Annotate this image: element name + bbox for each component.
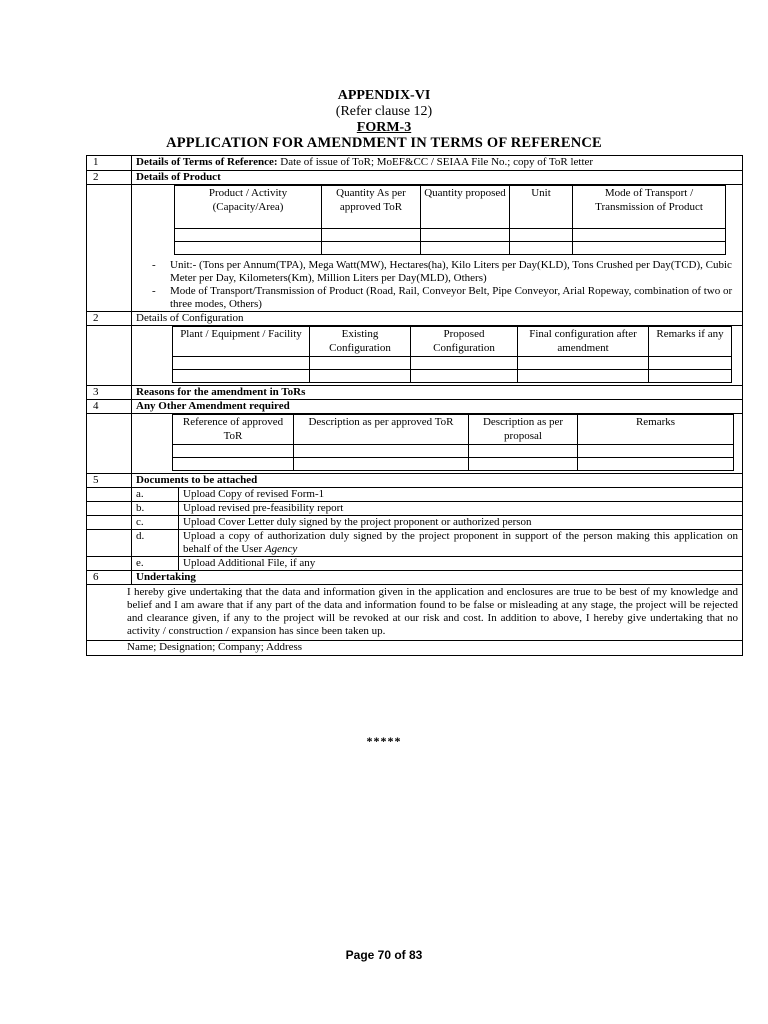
row-number: 5	[87, 474, 132, 488]
row-number: 3	[87, 386, 132, 400]
table-cell	[421, 242, 510, 255]
tor-details-cell	[132, 156, 743, 171]
table-row	[87, 326, 743, 386]
table-row	[87, 516, 743, 530]
table-row	[87, 312, 743, 326]
table-header: Remarks if any	[649, 327, 732, 357]
row-label: Details of Product	[132, 171, 743, 185]
other-amendment-cell	[132, 414, 743, 474]
refer-clause: (Refer clause 12)	[335, 104, 433, 119]
signature-fields: Name; Designation; Company; Address	[87, 641, 743, 656]
table-header: Unit	[510, 186, 573, 229]
application-form-table	[86, 155, 743, 656]
table-header: Quantity proposed	[421, 186, 510, 229]
table-cell	[173, 458, 294, 471]
doc-letter: a.	[132, 488, 179, 502]
configuration-cell	[132, 326, 743, 386]
appendix-heading: APPENDIX-VI	[337, 88, 431, 103]
table-row	[87, 171, 743, 185]
page-number: Page 70 of 83	[345, 948, 423, 962]
row-label: Any Other Amendment required	[132, 400, 743, 414]
table-cell	[411, 357, 518, 370]
table-cell	[510, 242, 573, 255]
table-row	[87, 557, 743, 571]
table-header: Existing Configuration	[310, 327, 411, 357]
table-cell	[173, 357, 310, 370]
table-row	[87, 641, 743, 656]
mode-note: Mode of Transport/Transmission of Product (Road, Rail, Conveyor Belt, Pipe Conveyor, Arial Ropeway, combination of two or three modes, Others)	[170, 285, 733, 310]
row-label: Details of Terms of Reference:	[136, 156, 278, 168]
table-cell	[322, 229, 421, 242]
table-cell	[518, 357, 649, 370]
table-header: Mode of Transport / Transmission of Product	[573, 186, 726, 229]
product-table	[174, 185, 726, 255]
table-cell	[322, 242, 421, 255]
doc-text: Upload Additional File, if any	[179, 557, 743, 571]
table-row	[87, 474, 743, 488]
table-cell	[518, 370, 649, 383]
table-cell	[294, 445, 469, 458]
table-row	[87, 585, 743, 641]
table-cell	[510, 229, 573, 242]
table-row	[87, 386, 743, 400]
section-separator: *****	[366, 734, 402, 748]
table-row	[87, 530, 743, 557]
row-number: 6	[87, 571, 132, 585]
product-details-cell	[132, 185, 743, 312]
doc-letter: c.	[132, 516, 179, 530]
table-row	[87, 502, 743, 516]
undertaking-text: I hereby give undertaking that the data and information given in the application and enclosures are true to be best of my knowledge and belief and I am aware that if any part of the data and information found to be false or misleading at any stage, the project will be rejected and clearance given, if any to the project will be revoked at our risk and cost. In addition to above, I hereby give undertaking that no activity / construction / expansion has since been taken up.	[87, 585, 743, 641]
page-title: APPLICATION FOR AMENDMENT IN TERMS OF REFERENCE	[166, 135, 602, 151]
doc-text: Upload Cover Letter duly signed by the project proponent or authorized person	[179, 516, 743, 530]
row-label: Undertaking	[132, 571, 743, 585]
table-row	[87, 185, 743, 312]
table-cell	[573, 242, 726, 255]
table-row	[87, 156, 743, 171]
table-row	[87, 488, 743, 502]
unit-note: Unit:- (Tons per Annum(TPA), Mega Watt(MW), Hectares(ha), Kilo Liters per Day(KLD), Tons Crushed per Day(TCD), Cubic Meter per Day, Kilometers(Km), Million Liters per Day(MLD), Others)	[170, 259, 732, 284]
table-header: Plant / Equipment / Facility	[173, 327, 310, 357]
row-number: 2	[87, 171, 132, 185]
table-cell	[175, 242, 322, 255]
list-item: - Unit:- (Tons per Annum(TPA), Mega Watt(MW), Hectares(ha), Kilo Liters per Day(KLD), Tons Crushed per Day(TCD), Cubic Meter per Day, Kilometers(Km), Million Liters per Day(MLD), Others)	[152, 259, 732, 284]
row-label: Documents to be attached	[132, 474, 743, 488]
table-cell	[310, 357, 411, 370]
row-label: Details of Configuration	[132, 312, 743, 326]
table-cell	[649, 370, 732, 383]
form-number: FORM-3	[356, 120, 412, 135]
table-header: Remarks	[578, 415, 734, 445]
doc-letter: d.	[132, 530, 179, 557]
doc-text: Upload Copy of revised Form-1	[179, 488, 743, 502]
doc-letter: b.	[132, 502, 179, 516]
row-label: Reasons for the amendment in ToRs	[132, 386, 743, 400]
row-number: 2	[87, 312, 132, 326]
doc-letter: e.	[132, 557, 179, 571]
table-header: Reference of approved ToR	[173, 415, 294, 445]
table-cell	[578, 458, 734, 471]
table-cell	[294, 458, 469, 471]
table-cell	[649, 357, 732, 370]
row-number: 4	[87, 400, 132, 414]
doc-text: Upload a copy of authorization duly signed by the project proponent in support of the person making this application on behalf of the User Agency	[179, 530, 743, 557]
list-item: - Mode of Transport/Transmission of Product (Road, Rail, Conveyor Belt, Pipe Conveyor, Arial Ropeway, combination of two or three modes, Others)	[152, 285, 733, 310]
table-cell	[421, 229, 510, 242]
table-row	[87, 571, 743, 585]
table-header: Description as per approved ToR	[294, 415, 469, 445]
table-row	[87, 414, 743, 474]
doc-text: Upload revised pre-feasibility report	[179, 502, 743, 516]
row-text: Date of issue of ToR; MoEF&CC / SEIAA File No.; copy of ToR letter	[277, 156, 594, 168]
table-cell	[573, 229, 726, 242]
table-header: Proposed Configuration	[411, 327, 518, 357]
table-row	[87, 400, 743, 414]
table-header: Final configuration after amendment	[518, 327, 649, 357]
table-cell	[578, 445, 734, 458]
table-cell	[469, 445, 578, 458]
row-number: 1	[87, 156, 132, 171]
other-amendment-table	[172, 414, 734, 471]
table-header: Description as per proposal	[469, 415, 578, 445]
table-header: Quantity As per approved ToR	[322, 186, 421, 229]
table-cell	[175, 229, 322, 242]
configuration-table	[172, 326, 732, 383]
table-cell	[173, 370, 310, 383]
table-cell	[411, 370, 518, 383]
table-cell	[310, 370, 411, 383]
table-cell	[173, 445, 294, 458]
table-header: Product / Activity (Capacity/Area)	[175, 186, 322, 229]
table-cell	[469, 458, 578, 471]
